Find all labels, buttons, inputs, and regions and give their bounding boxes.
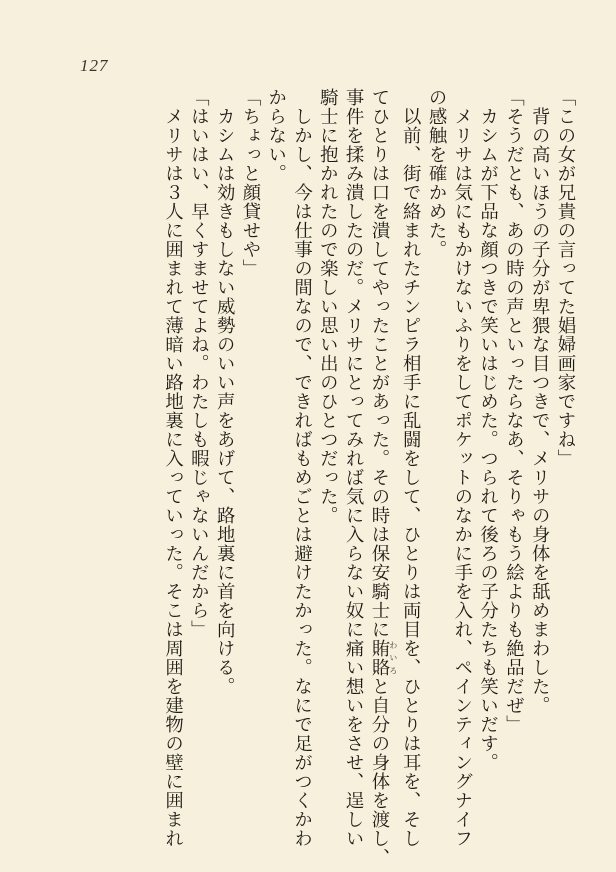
text-line: カシムが下品な顔つきで笑いはじめた。つられて後ろの子分たちも笑いだす。 xyxy=(477,88,499,772)
page-number: 127 xyxy=(80,56,109,75)
ruby-line-end: と自分の身体を渡し、 xyxy=(368,677,390,867)
text-line: しかし、今は仕事の間なので、できればもめごとは避けたかった。なにで足がつくかわ xyxy=(291,88,313,848)
ruby-reading: わいろ xyxy=(388,639,398,677)
ruby-line-start: てひとりは口を潰してやったことがあった。その時は保安騎士に xyxy=(368,88,390,639)
text-line: からない。 xyxy=(265,88,287,183)
vertical-text-block xyxy=(160,88,578,867)
text-line: 「この女が兄貴の言ってた娼婦画家ですね」 xyxy=(555,88,576,468)
text-line: メリサは気にもかけないふりをしてポケットのなかに手を入れ、ペインティングナイフ xyxy=(451,88,473,848)
text-line: カシムは効きもしない威勢のいい声をあげて、路地裏に首を向ける。 xyxy=(214,88,236,696)
text-line: 「はいはい、早くすませてよね。わたしも暇じゃないんだから」 xyxy=(188,88,210,639)
text-line: 「そうだとも、あの時の声といったらなあ、そりゃもう絵よりも絶品だぜ」 xyxy=(503,88,525,734)
text-line: 事件を揉み潰したのだ。メリサにとってみれば気に入らない奴に痛い想いをさせ、逞しい xyxy=(343,88,365,848)
text-line: の感触を確かめた。 xyxy=(426,88,448,259)
text-line: 以前、街で絡まれたチンピラ相手に乱闘をして、ひとりは両目を、ひとりは耳を、そし xyxy=(400,88,422,848)
text-line: 騎士に抱かれたので楽しい思い出のひとつだった。 xyxy=(317,88,339,525)
text-line: 「ちょっと顔貸せや」 xyxy=(239,88,261,278)
text-line: 背の高いほうの子分が卑猥な目つきで、メリサの身体を舐めまわした。 xyxy=(529,88,551,715)
ruby-word xyxy=(368,639,398,677)
text-line-with-ruby xyxy=(366,88,398,867)
text-line: メリサは３人に囲まれて薄暗い路地裏に入っていった。そこは周囲を建物の壁に囲まれ xyxy=(162,88,184,848)
ruby-base: 賄賂 xyxy=(368,639,390,677)
